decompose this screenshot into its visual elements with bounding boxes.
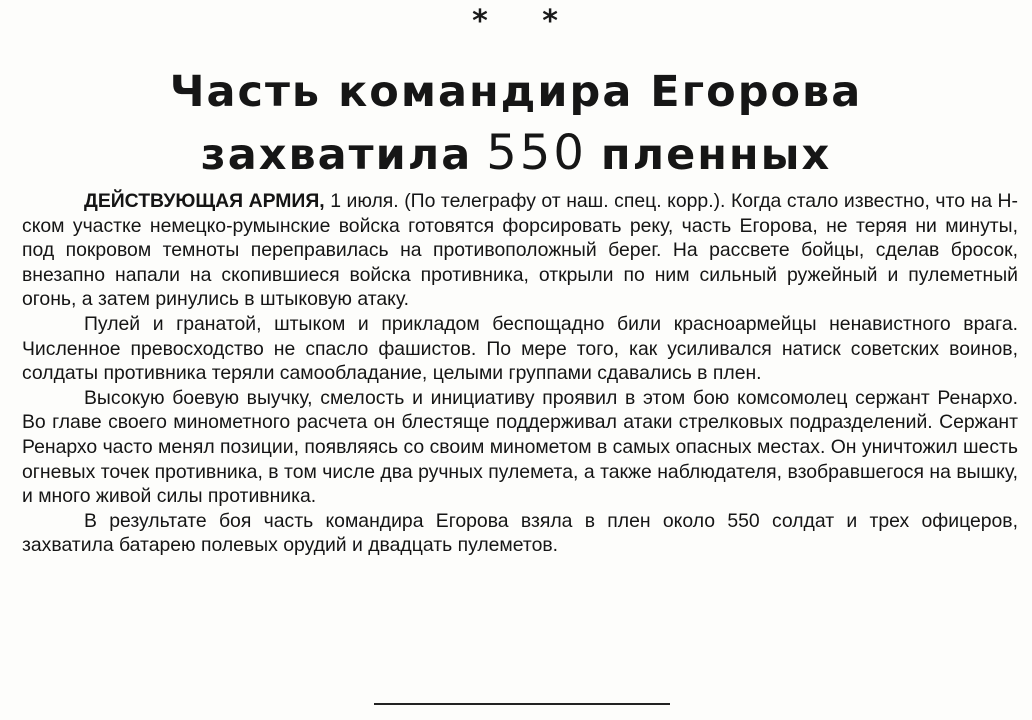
article-paragraph-2: Пулей и гранатой, штыком и прикладом беспощадно били красноармейцы ненавистного врага. Численное превосходство не спасло фашистов. По мере того, как усиливался натиск советских воинов, солдаты противника теряли самообладание, целыми группами сдавались в плен. [22,312,1018,385]
stars-ornament: * * [472,4,580,39]
headline-line-2 [0,125,1032,183]
headline-number: 550 [486,125,587,181]
article-dateline: ДЕЙСТВУЮЩАЯ АРМИЯ, [84,190,325,212]
headline-word-prisoners: пленных [600,130,832,180]
article-paragraph-4: В результате боя часть командира Егорова взяла в плен около 550 солдат и трех офицеров, захватила батарею полевых орудий и двадцать пулеметов. [22,509,1018,557]
headline-line-1: Часть командира Егорова [169,67,863,117]
closing-rule-divider [374,703,670,705]
article-body [22,189,1018,558]
article-paragraph-1 [22,189,1018,312]
article-paragraph-3: Высокую боевую выучку, смелость и инициативу проявил в этом бою комсомолец сержант Ренархо. Во главе своего минометного расчета он блестяще поддерживал атаки стрелковых подразделений. Сержант Ренархо часто менял позиции, появляясь со своим минометом в самых опасных местах. Он уничтожил шесть огневых точек противника, в том числе два ручных пулемета, а также наблюдателя, взобравшегося на вышку, и много живой силы противника. [22,386,1018,508]
article-paragraph-1-text: 1 июля. (По телеграфу от наш. спец. корр.). Когда стало известно, что на Н-ском участке немецко-румынские войска готовятся форсировать реку, часть Егорова, не теряя ни минуты, под покровом темноты переправилась на противоположный берег. На рассвете бойцы, сделав бросок, внезапно напали на скопившиеся войска противника, открыли по ним сильный ружейный и пулеметный огонь, а затем ринулись в штыковую атаку. [22,190,1018,311]
headline-word-captured: захватила [200,130,473,180]
